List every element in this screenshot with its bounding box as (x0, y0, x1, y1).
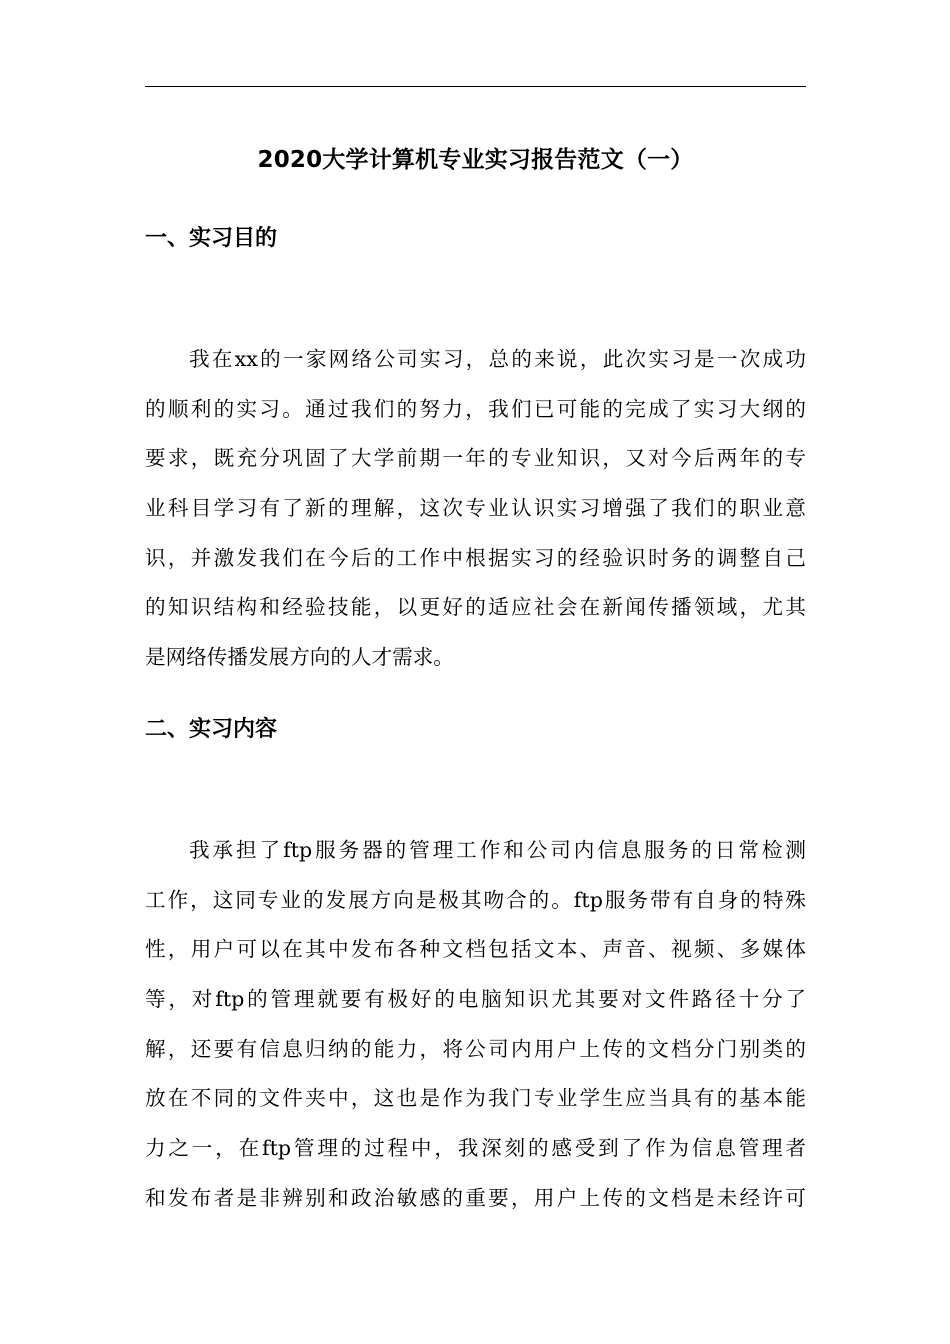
paragraph-line: 的知识结构和经验技能，以更好的适应社会在新闻传播领域，尤其 (145, 595, 806, 620)
paragraph-line: 的顺利的实习。通过我们的努力，我们已可能的完成了实习大纲的 (145, 396, 806, 421)
section-heading-purpose: 一、实习目的 (145, 226, 278, 251)
paragraph-line: 我在xx的一家网络公司实习，总的来说，此次实习是一次成功 (189, 347, 806, 371)
paragraph-line: 工作，这同专业的发展方向是极其吻合的。ftp服务带有自身的特殊 (145, 887, 806, 912)
section-body-purpose (145, 335, 806, 683)
paragraph-line: 业科目学习有了新的理解，这次专业认识实习增强了我们的职业意 (145, 496, 806, 521)
paragraph-line: 等，对ftp的管理就要有极好的电脑知识尤其要对文件路径十分了 (145, 987, 806, 1012)
paragraph-line: 性，用户可以在其中发布各种文档包括文本、声音、视频、多媒体 (145, 937, 806, 962)
paragraph-line: 识，并激发我们在今后的工作中根据实习的经验识时务的调整自己 (145, 545, 806, 570)
paragraph-line: 要求，既充分巩固了大学前期一年的专业知识，又对今后两年的专 (145, 446, 806, 471)
paragraph-line: 力之一，在ftp管理的过程中，我深刻的感受到了作为信息管理者 (145, 1136, 806, 1161)
paragraph-line: 放在不同的文件夹中，这也是作为我门专业学生应当具有的基本能 (145, 1086, 806, 1111)
paragraph-line: 是网络传播发展方向的人才需求。 (145, 645, 454, 670)
section-heading-content: 二、实习内容 (145, 717, 278, 742)
section-body-content (145, 826, 806, 1224)
header-rule (145, 86, 806, 87)
document-title: 2020大学计算机专业实习报告范文（一） (257, 147, 694, 173)
paragraph-line: 和发布者是非辨别和政治敏感的重要，用户上传的文档是未经许可 (145, 1185, 806, 1210)
paragraph-line: 解，还要有信息归纳的能力，将公司内用户上传的文档分门别类的 (145, 1036, 806, 1061)
paragraph-line: 我承担了ftp服务器的管理工作和公司内信息服务的日常检测 (189, 838, 806, 862)
